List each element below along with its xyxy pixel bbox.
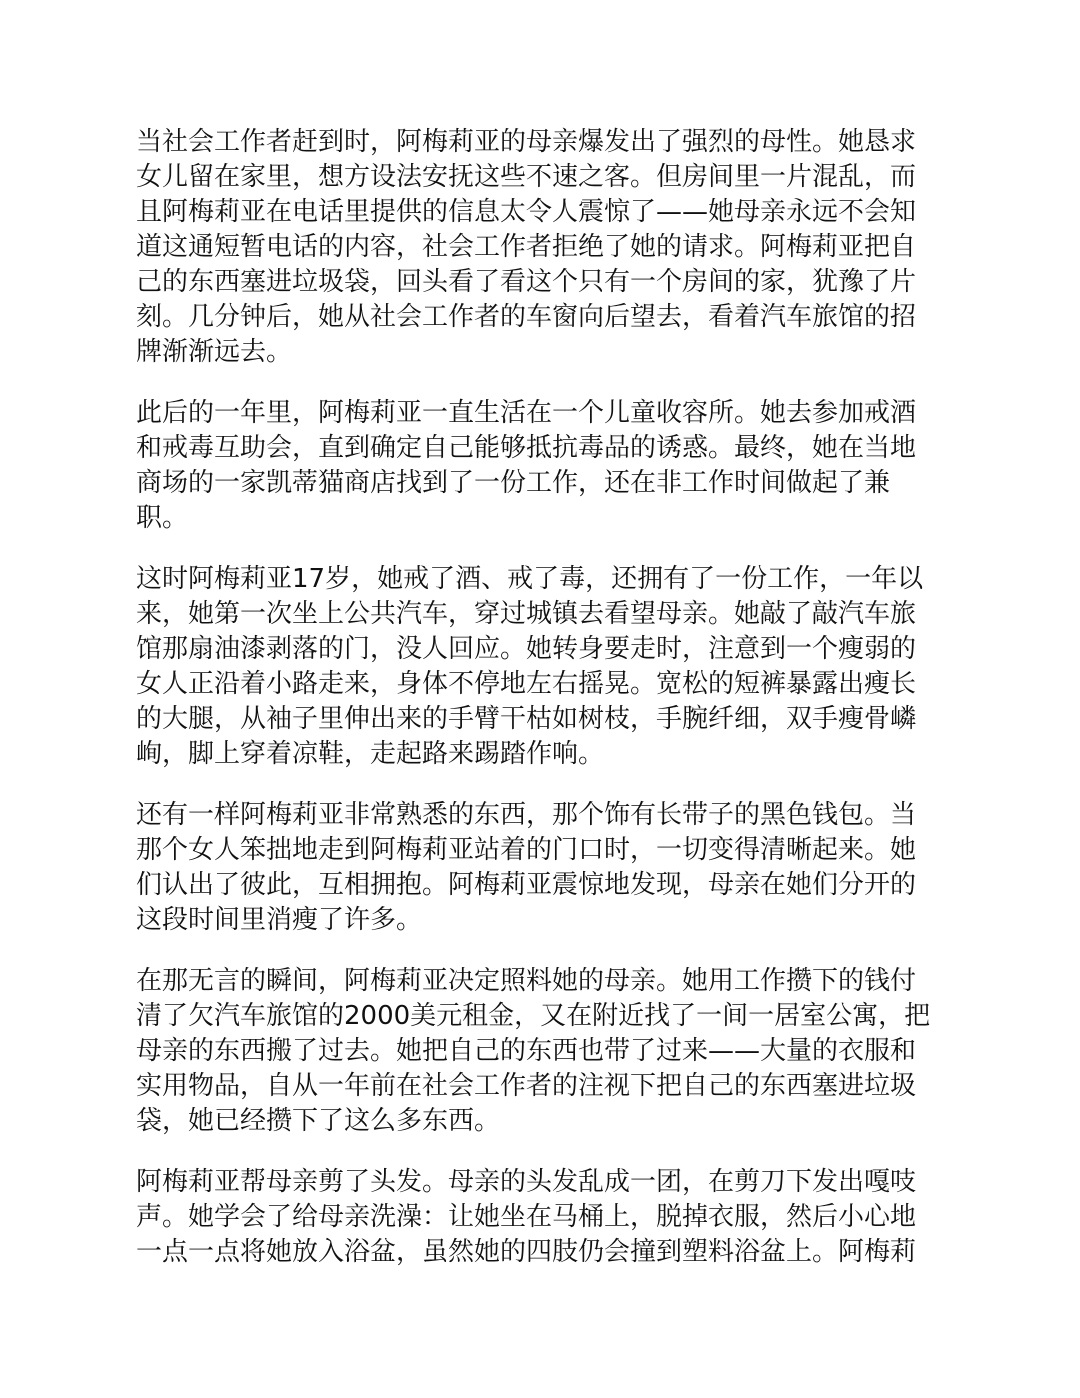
article-body	[136, 125, 936, 1296]
text-line: 己的东西塞进垃圾袋，回头看了看这个只有一个房间的家，犹豫了片	[136, 267, 917, 297]
paragraph-1	[136, 125, 936, 370]
text-line: 一点一点将她放入浴盆，虽然她的四肢仍会撞到塑料浴盆上。阿梅莉	[136, 1237, 917, 1267]
text-line: 还有一样阿梅莉亚非常熟悉的东西，那个饰有长带子的黑色钱包。当	[136, 800, 917, 830]
text-line: 袋，她已经攒下了这么多东西。	[136, 1106, 501, 1136]
text-line: 在那无言的瞬间，阿梅莉亚决定照料她的母亲。她用工作攒下的钱付	[136, 966, 917, 996]
text-line: 牌渐渐远去。	[136, 337, 293, 367]
text-line: 阿梅莉亚帮母亲剪了头发。母亲的头发乱成一团，在剪刀下发出嘎吱	[136, 1167, 917, 1197]
text-line: 实用物品，自从一年前在社会工作者的注视下把自己的东西塞进垃圾	[136, 1071, 917, 1101]
text-line: 母亲的东西搬了过去。她把自己的东西也带了过来——大量的衣服和	[136, 1036, 917, 1066]
text-line: 和戒毒互助会，直到确定自己能够抵抗毒品的诱惑。最终，她在当地	[136, 433, 917, 463]
text-line: 来，她第一次坐上公共汽车，穿过城镇去看望母亲。她敲了敲汽车旅	[136, 599, 917, 629]
text-line: 这时阿梅莉亚17岁，她戒了酒、戒了毒，还拥有了一份工作，一年以	[136, 564, 924, 594]
text-line: 职。	[136, 503, 189, 533]
paragraph-2	[136, 396, 936, 536]
paragraph-5	[136, 964, 936, 1139]
text-line: 峋，脚上穿着凉鞋，走起路来踢踏作响。	[136, 739, 605, 769]
text-line: 们认出了彼此，互相拥抱。阿梅莉亚震惊地发现，母亲在她们分开的	[136, 870, 917, 900]
text-line: 此后的一年里，阿梅莉亚一直生活在一个儿童收容所。她去参加戒酒	[136, 398, 917, 428]
text-line: 商场的一家凯蒂猫商店找到了一份工作，还在非工作时间做起了兼	[136, 468, 891, 498]
text-line: 这段时间里消瘦了许多。	[136, 905, 423, 935]
text-line: 刻。几分钟后，她从社会工作者的车窗向后望去，看着汽车旅馆的招	[136, 302, 917, 332]
text-line: 且阿梅莉亚在电话里提供的信息太令人震惊了——她母亲永远不会知	[136, 197, 917, 227]
text-line: 当社会工作者赶到时，阿梅莉亚的母亲爆发出了强烈的母性。她恳求	[136, 127, 917, 157]
text-line: 女人正沿着小路走来，身体不停地左右摇晃。宽松的短裤暴露出瘦长	[136, 669, 917, 699]
text-line: 的大腿，从袖子里伸出来的手臂干枯如树枝，手腕纤细，双手瘦骨嶙	[136, 704, 917, 734]
text-line: 那个女人笨拙地走到阿梅莉亚站着的门口时，一切变得清晰起来。她	[136, 835, 917, 865]
text-line: 女儿留在家里，想方设法安抚这些不速之客。但房间里一片混乱，而	[136, 162, 917, 192]
text-line: 道这通短暂电话的内容，社会工作者拒绝了她的请求。阿梅莉亚把自	[136, 232, 917, 262]
text-line: 清了欠汽车旅馆的2000美元租金，又在附近找了一间一居室公寓，把	[136, 1001, 931, 1031]
paragraph-3	[136, 562, 936, 772]
text-line: 馆那扇油漆剥落的门，没人回应。她转身要走时，注意到一个瘦弱的	[136, 634, 917, 664]
text-line: 声。她学会了给母亲洗澡：让她坐在马桶上，脱掉衣服，然后小心地	[136, 1202, 917, 1232]
paragraph-6	[136, 1165, 936, 1270]
paragraph-4	[136, 798, 936, 938]
